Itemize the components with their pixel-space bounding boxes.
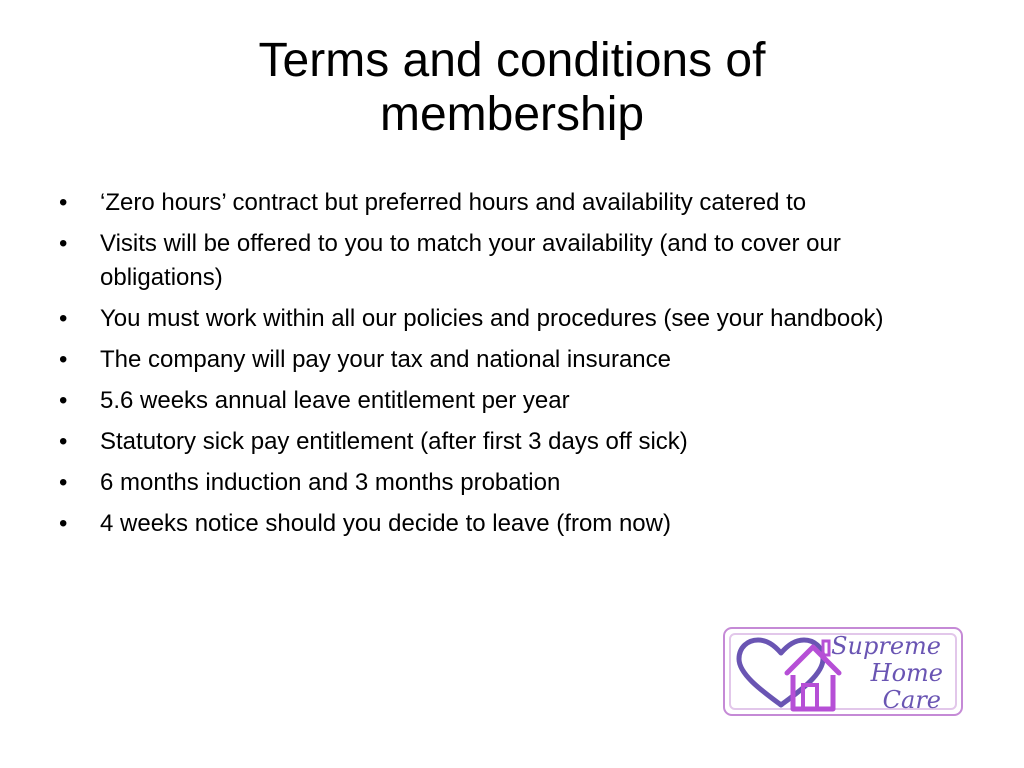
bullet-text: Visits will be offered to you to match your availability (and to cover our obligations) [100, 230, 841, 291]
bullet-marker: • [59, 230, 68, 257]
supreme-home-care-logo [723, 627, 963, 716]
bullet-marker: • [59, 189, 68, 216]
bullet-marker: • [59, 305, 68, 332]
bullet-item [56, 384, 966, 418]
bullet-item [56, 302, 966, 336]
bullet-marker: • [59, 346, 68, 373]
bullet-marker: • [59, 469, 68, 496]
bullet-marker: • [59, 387, 68, 414]
heart-house-icon [731, 633, 843, 713]
bullet-marker: • [59, 510, 68, 537]
bullet-text: The company will pay your tax and national insurance [100, 346, 671, 373]
slide-title [112, 34, 912, 142]
terms-bullet-list [56, 186, 966, 548]
bullet-item [56, 227, 966, 295]
bullet-item [56, 466, 966, 500]
bullet-item [56, 425, 966, 459]
bullet-text: You must work within all our policies and procedures (see your handbook) [100, 305, 884, 332]
bullet-item [56, 343, 966, 377]
bullet-text: 6 months induction and 3 months probation [100, 469, 561, 496]
logo-line-3: Care [882, 686, 941, 714]
bullet-text: 5.6 weeks annual leave entitlement per year [100, 387, 570, 414]
logo-wordmark [831, 633, 941, 714]
bullet-text: Statutory sick pay entitlement (after first 3 days off sick) [100, 428, 688, 455]
logo-line-2: Home [870, 659, 943, 687]
bullet-item [56, 507, 966, 541]
bullet-text: 4 weeks notice should you decide to leave (from now) [100, 510, 671, 537]
bullet-text: ‘Zero hours’ contract but preferred hours and availability catered to [100, 189, 807, 216]
slide-title-line-2: membership [379, 88, 645, 141]
bullet-item [56, 186, 966, 220]
bullet-marker: • [59, 428, 68, 455]
slide-title-line-1: Terms and conditions of [258, 34, 766, 87]
logo-line-1: Supreme [831, 632, 941, 660]
